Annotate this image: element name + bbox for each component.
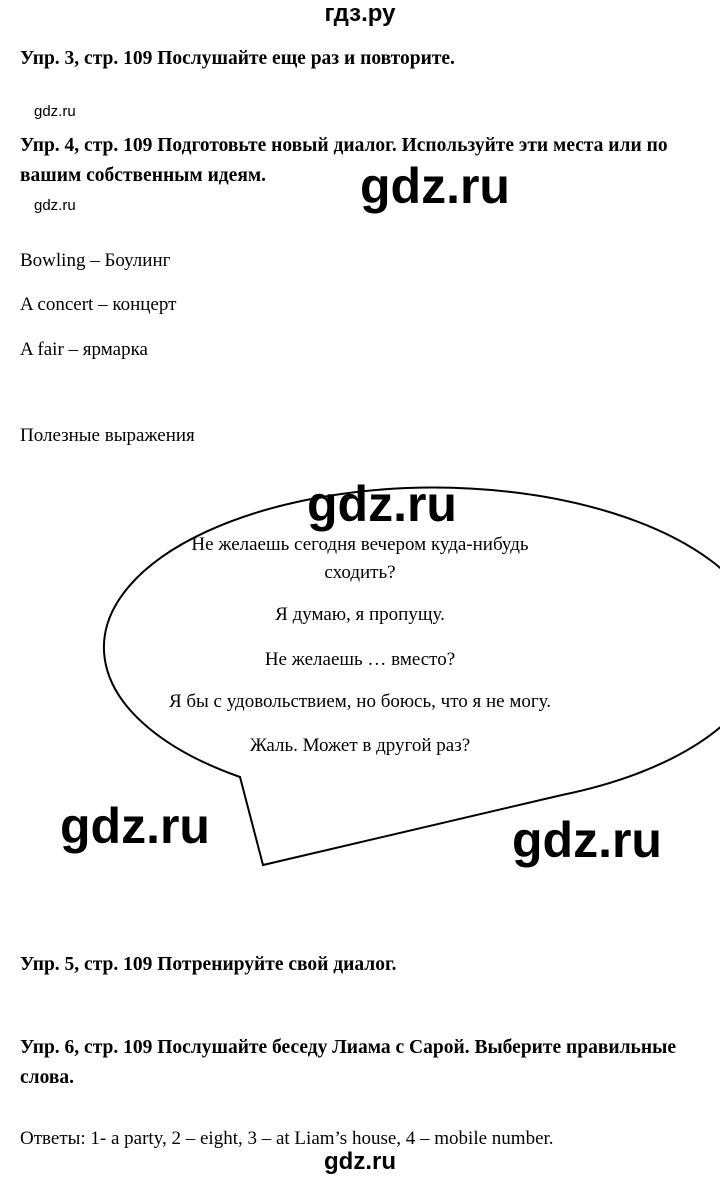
site-header: гдз.ру	[324, 0, 396, 27]
place-item-bowling: Bowling – Боулинг	[20, 250, 171, 271]
watermark-big-1: gdz.ru	[360, 158, 510, 214]
phrase-line-5: Я бы с удовольствием, но боюсь, что я не могу.	[168, 691, 552, 712]
exercise-4-title: Упр. 4, стр. 109 Подготовьте новый диалог. Используйте эти места или по вашим собственным идеям.	[20, 135, 668, 186]
watermark-small-1: gdz.ru	[34, 103, 76, 120]
phrase-line-4: Не желаешь … вместо?	[264, 649, 456, 670]
phrases-heading: Полезные выражения	[20, 425, 195, 446]
watermark-big-2: gdz.ru	[307, 476, 457, 532]
watermark-big-3: gdz.ru	[60, 798, 210, 854]
phrase-line-6: Жаль. Может в другой раз?	[249, 735, 471, 756]
watermark-big-4: gdz.ru	[512, 812, 662, 868]
watermark-small-2: gdz.ru	[34, 197, 76, 214]
exercise-6-title: Упр. 6, стр. 109 Послушайте беседу Лиама с Сарой. Выберите правильные слова.	[20, 1037, 676, 1088]
phrase-line-2: сходить?	[324, 562, 396, 583]
place-item-concert: A concert – концерт	[20, 294, 177, 315]
footer-watermark: gdz.ru	[324, 1148, 396, 1175]
exercise-5-title: Упр. 5, стр. 109 Потренируйте свой диалог.	[20, 954, 397, 975]
exercise-6-answers: Ответы: 1- a party, 2 – eight, 3 – at Liam’s house, 4 – mobile number.	[20, 1128, 554, 1149]
place-item-fair: A fair – ярмарка	[20, 339, 148, 360]
phrase-line-3: Я думаю, я пропущу.	[275, 604, 445, 625]
exercise-3-title: Упр. 3, стр. 109 Послушайте еще раз и повторите.	[20, 48, 455, 69]
phrase-line-1: Не желаешь сегодня вечером куда-нибудь	[191, 534, 529, 555]
